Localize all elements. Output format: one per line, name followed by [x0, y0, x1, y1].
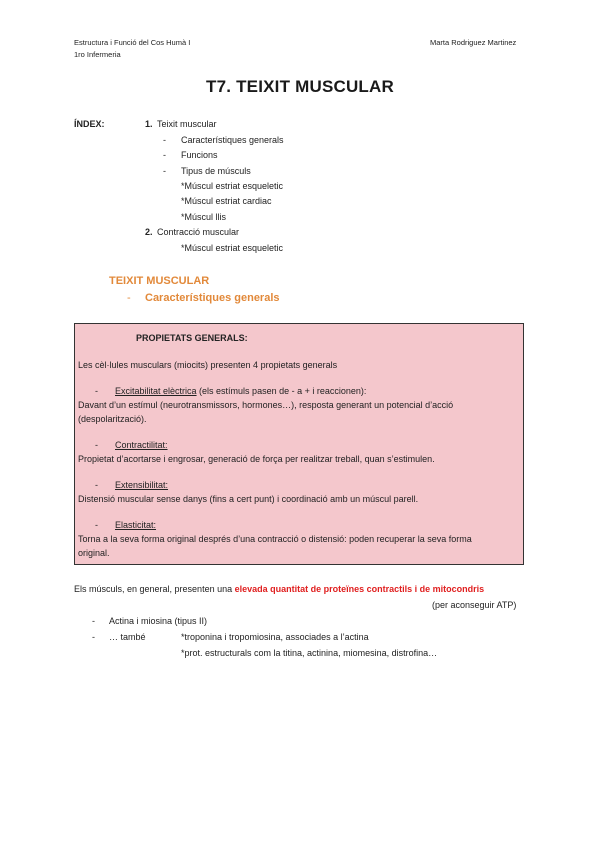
bullet-dash: - — [95, 520, 98, 530]
index-item-tipus: Tipus de músculs — [181, 166, 251, 176]
box-intro: Les cèl·lules musculars (miocits) presenten 4 propietats generals — [78, 360, 338, 370]
index-item-teixit: Teixit muscular — [157, 119, 217, 129]
bullet-dash: - — [95, 480, 98, 490]
list-item-actina: Actina i miosina (tipus II) — [109, 616, 208, 626]
index-dash: - — [163, 135, 166, 145]
section-subtitle: Característiques generals — [145, 292, 280, 304]
property-elasticitat: Elasticitat: — [115, 520, 157, 530]
paragraph-text: Els músculs, en general, presenten una — [74, 584, 235, 594]
bullet-dash: - — [92, 616, 95, 626]
property-text: Propietat d’acortarse i engrosar, generació de força per realitzar treball, quan s’estimulen. — [78, 454, 435, 464]
index-subitem-llis: *Múscul llis — [181, 212, 227, 222]
property-extensibilitat: Extensibilitat: — [115, 480, 169, 490]
index-item-caracteristiques: Característiques generals — [181, 135, 284, 145]
section-title: TEIXIT MUSCULAR — [109, 275, 210, 287]
property-text: Distensió muscular sense danys (fins a cert punt) i coordinació amb un múscul parell. — [78, 494, 419, 504]
course-year: 1ro Infermeria — [74, 50, 121, 59]
property-text: original. — [78, 548, 110, 558]
paragraph-proteins — [74, 584, 484, 594]
index-number-2: 2. — [145, 227, 153, 237]
index-item-funcions: Funcions — [181, 150, 218, 160]
course-name: Estructura i Funció del Cos Humà I — [74, 38, 191, 47]
index-label: ÍNDEX: — [74, 119, 105, 129]
property-text: (despolarització). — [78, 414, 147, 424]
index-item-contraccio: Contracció muscular — [157, 227, 240, 237]
author-name: Marta Rodriguez Martinez — [430, 38, 517, 47]
highlight-text: elevada quantitat de proteïnes contractils i de mitocondris — [234, 584, 485, 594]
properties-box — [74, 323, 524, 565]
property-contractilitat: Contractilitat: — [115, 440, 168, 450]
list-item-tambe: … també — [109, 632, 146, 642]
property-title: Excitabilitat elèctrica — [115, 386, 197, 396]
list-subitem-troponina: *troponina i tropomiosina, associades a l’actina — [181, 632, 369, 642]
index-subitem-esqueletic-2: *Múscul estriat esqueletic — [181, 243, 284, 253]
index-dash: - — [163, 150, 166, 160]
property-excitabilitat — [115, 386, 366, 396]
bullet-dash: - — [95, 440, 98, 450]
property-note: (els estímuls pasen de - a + i reaccionen): — [196, 386, 367, 396]
box-heading: PROPIETATS GENERALS: — [136, 333, 248, 343]
bullet-dash: - — [92, 632, 95, 642]
index-number-1: 1. — [145, 119, 153, 129]
index-subitem-cardiac: *Múscul estriat cardiac — [181, 196, 272, 206]
index-dash: - — [163, 166, 166, 176]
bullet-dash: - — [95, 386, 98, 396]
paragraph-atp-note: (per aconseguir ATP) — [432, 600, 517, 610]
page-title: T7. TEIXIT MUSCULAR — [206, 77, 394, 96]
section-dash: - — [127, 292, 131, 304]
index-subitem-esqueletic: *Múscul estriat esqueletic — [181, 181, 284, 191]
property-text: Torna a la seva forma original després d’una contracció o distensió: poden recuperar la seva forma — [78, 534, 472, 544]
list-subitem-estructurals: *prot. estructurals com la titina, actinina, miomesina, distrofina… — [181, 648, 438, 658]
property-text: Davant d’un estímul (neurotransmissors, hormones…), resposta generant un potencial d’acció — [78, 400, 454, 410]
